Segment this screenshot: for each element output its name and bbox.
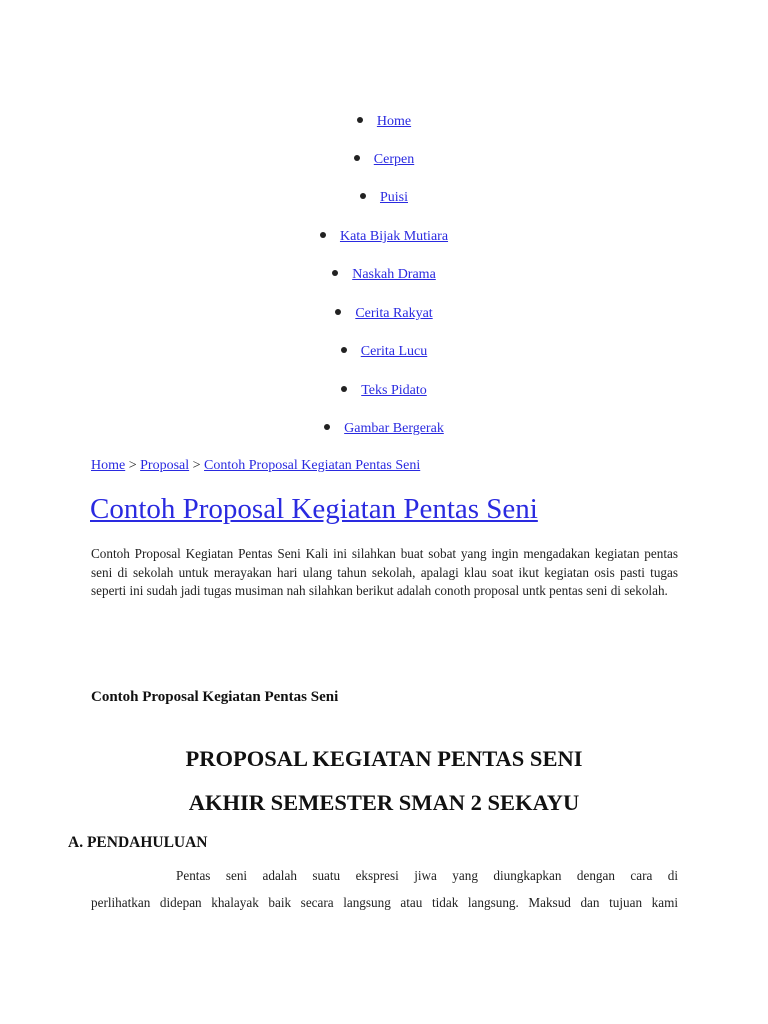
- section-paragraph: [91, 862, 678, 916]
- breadcrumb: [91, 458, 420, 474]
- bullet-icon: [341, 386, 347, 392]
- breadcrumb-category-link[interactable]: Proposal: [140, 458, 190, 473]
- bullet-icon: [324, 424, 330, 430]
- nav-link-naskah-drama[interactable]: Naskah Drama: [352, 267, 436, 282]
- nav-item-cerpen: [0, 152, 768, 168]
- bullet-icon: [354, 155, 360, 161]
- document-title: PROPOSAL KEGIATAN PENTAS SENI: [185, 746, 583, 771]
- nav-item-home: [0, 114, 768, 130]
- bullet-icon: [332, 270, 338, 276]
- nav-link-puisi[interactable]: Puisi: [379, 190, 408, 205]
- nav-link-kata-bijak[interactable]: Kata Bijak Mutiara: [339, 229, 449, 244]
- nav-item-cerita-rakyat: [0, 306, 768, 322]
- nav-link-cerpen[interactable]: Cerpen: [373, 152, 415, 167]
- page-title-link[interactable]: Contoh Proposal Kegiatan Pentas Seni: [90, 493, 538, 525]
- breadcrumb-home-link[interactable]: Home: [91, 458, 126, 473]
- nav-link-home[interactable]: Home: [376, 114, 412, 129]
- intro-paragraph: Contoh Proposal Kegiatan Pentas Seni Kali ini silahkan buat sobat yang ingin mengadakan kegiatan pentas seni di sekolah untuk merayakan hari ulang tahun sekolah, apalagi klau soat ikut kegiatan osis pasti tugas seperti ini sudah jadi tugas musiman nah silahkan berikut adalah conoth proposal untk pentas seni di sekolah.: [91, 546, 678, 598]
- section-heading: A. PENDAHULUAN: [68, 834, 208, 851]
- paragraph-line: Pentas seni adalah suatu ekspresi jiwa yang diungkapkan dengan cara di: [176, 868, 678, 883]
- bullet-icon: [335, 309, 341, 315]
- nav-link-teks-pidato[interactable]: Teks Pidato: [361, 383, 427, 398]
- nav-item-cerita-lucu: [0, 344, 768, 360]
- nav-link-cerita-rakyat[interactable]: Cerita Rakyat: [355, 306, 433, 321]
- nav-item-puisi: [0, 190, 768, 206]
- nav-item-naskah-drama: [0, 267, 768, 283]
- breadcrumb-separator: >: [189, 458, 205, 473]
- document-subtitle: AKHIR SEMESTER SMAN 2 SEKAYU: [188, 790, 580, 815]
- nav-item-teks-pidato: [0, 383, 768, 399]
- bullet-icon: [320, 232, 326, 238]
- page-title: [90, 490, 538, 528]
- nav-link-cerita-lucu[interactable]: Cerita Lucu: [360, 344, 428, 359]
- bullet-icon: [357, 117, 363, 123]
- bullet-icon: [360, 193, 366, 199]
- post-subheading: Contoh Proposal Kegiatan Pentas Seni: [91, 689, 339, 705]
- breadcrumb-separator: >: [125, 458, 141, 473]
- bullet-icon: [341, 347, 347, 353]
- paragraph-line: perlihatkan didepan khalayak baik secara langsung atau tidak langsung. Maksud dan tujuan kami: [91, 895, 678, 910]
- nav-item-gambar-bergerak: [0, 421, 768, 437]
- nav-link-gambar-bergerak[interactable]: Gambar Bergerak: [344, 421, 444, 436]
- nav-item-kata-bijak: [0, 229, 768, 245]
- breadcrumb-current-link[interactable]: Contoh Proposal Kegiatan Pentas Seni: [204, 458, 421, 473]
